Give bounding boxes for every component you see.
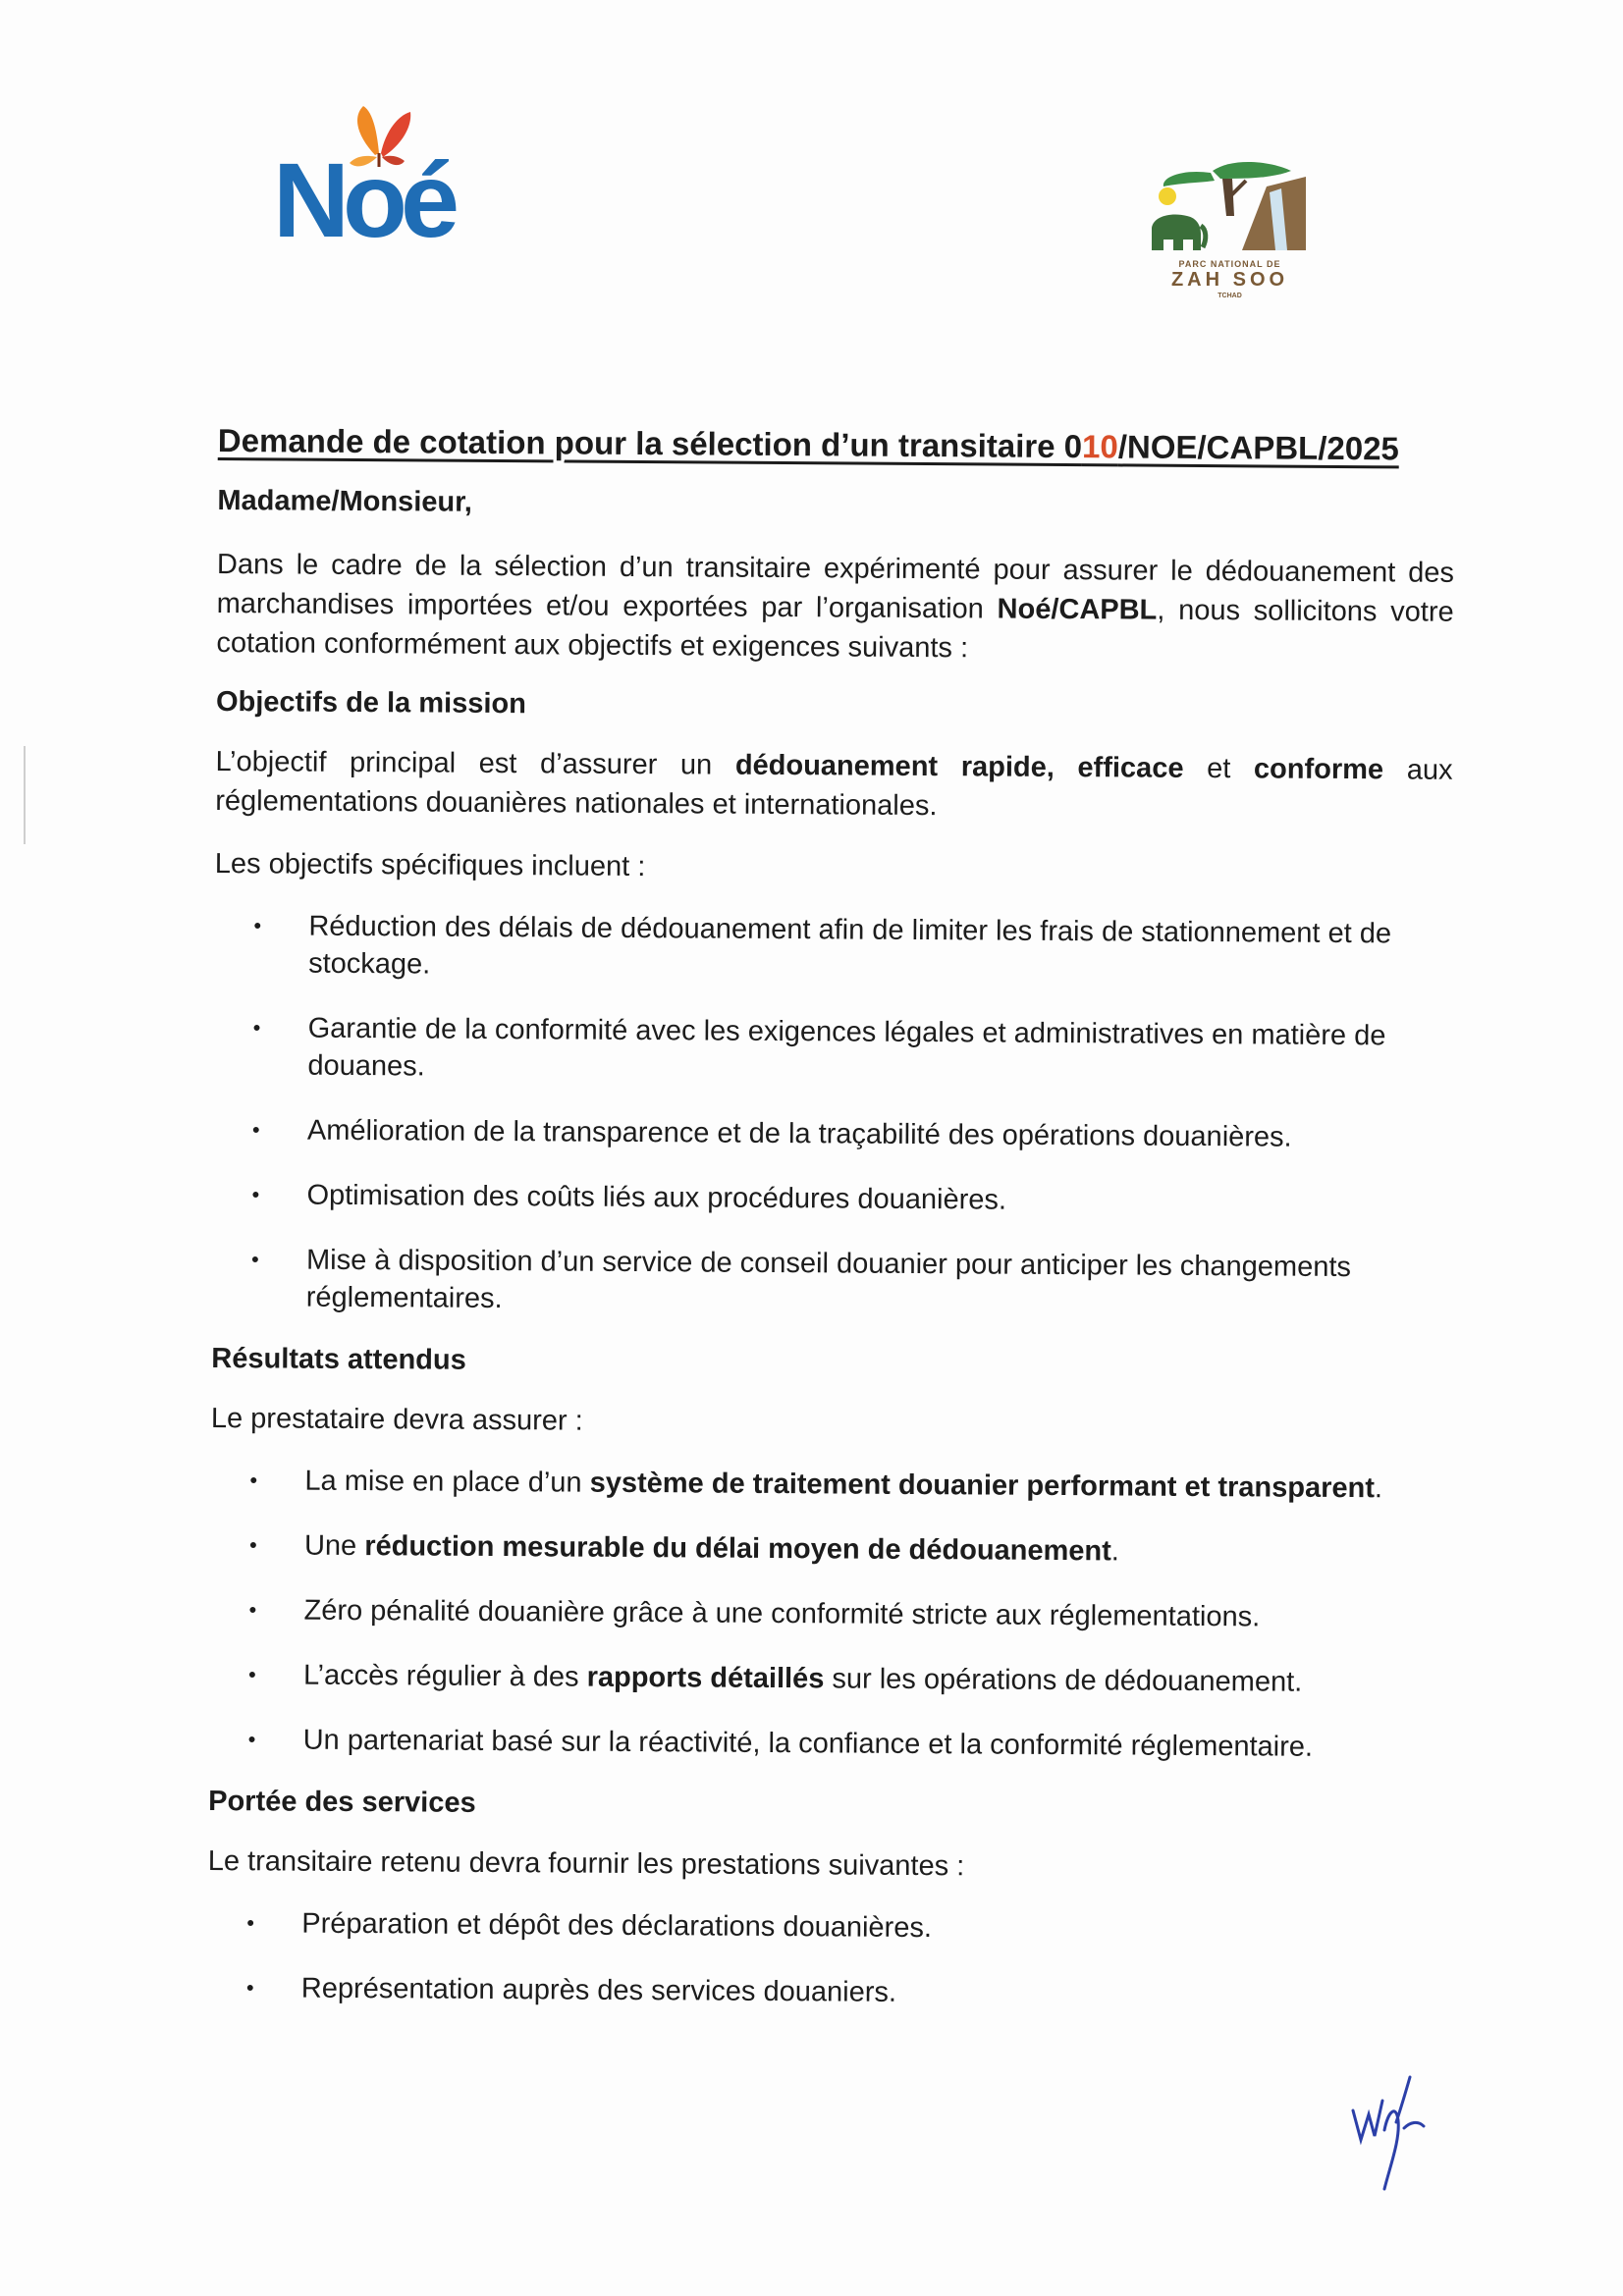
handwritten-signature-icon	[1345, 2071, 1434, 2199]
list-item-bold: réduction mesurable du délai moyen de dédouanement	[364, 1530, 1111, 1568]
portee-intro: Le transitaire retenu devra fournir les prestations suivantes :	[207, 1844, 965, 1883]
bullet-icon: •	[249, 1468, 258, 1493]
bullet-icon: •	[252, 1015, 261, 1041]
park-logo-line2: ZAH SOO	[1170, 269, 1289, 291]
list-item	[207, 1904, 1444, 1950]
list-item-bold: rapports détaillés	[586, 1661, 825, 1695]
zah-soo-park-logo	[1144, 157, 1316, 304]
list-item	[212, 1176, 1449, 1222]
noe-wordmark: Noé	[273, 140, 454, 259]
letter-body	[207, 422, 1455, 2043]
resultats-list	[208, 1462, 1447, 1767]
list-item	[210, 1462, 1447, 1508]
list-item-text: Un partenariat basé sur la réactivité, la confiance et la conformité réglementaire.	[302, 1724, 1314, 1763]
bullet-icon: •	[251, 1117, 260, 1143]
portee-list	[207, 1904, 1445, 2015]
list-item	[208, 1721, 1445, 1767]
list-item-text: Préparation et dépôt des déclarations douanières.	[301, 1907, 933, 1945]
noe-logo	[265, 98, 471, 265]
objectif-principal-paragraph	[215, 742, 1453, 829]
intro-text-2: , nous sollicitons votre cotation conformément aux objectifs et exigences suivants :	[216, 594, 1454, 665]
list-item-text: L’accès régulier à des	[302, 1659, 587, 1693]
list-item	[210, 1526, 1447, 1573]
objectif-bold-1: dédouanement rapide, efficace	[734, 749, 1184, 784]
scan-edge-mark	[24, 746, 26, 844]
list-item	[207, 1969, 1444, 2015]
title-prefix: Demande de cotation pour la sélection d’un transitaire 0	[217, 422, 1083, 465]
bullet-icon: •	[253, 913, 262, 938]
list-item	[214, 907, 1451, 990]
objectifs-specifiques-intro: Les objectifs spécifiques incluent :	[214, 847, 646, 883]
list-item-text: Représentation auprès des services douaniers.	[300, 1972, 897, 2008]
bullet-icon: •	[247, 1727, 256, 1752]
list-item-text: Mise à disposition d’un service de conseil douanier pour anticiper les changements réglementaires.	[305, 1244, 1352, 1315]
bullet-icon: •	[251, 1182, 260, 1207]
list-item-text: Amélioration de la transparence et de la traçabilité des opérations douanières.	[306, 1114, 1292, 1153]
park-logo-line1: PARC NATIONAL DE	[1178, 259, 1281, 269]
portee-heading: Portée des services	[208, 1785, 476, 1819]
list-item	[213, 1009, 1450, 1093]
list-item	[209, 1656, 1446, 1702]
salutation: Madame/Monsieur,	[217, 484, 473, 518]
bullet-icon: •	[245, 1975, 254, 2001]
list-item	[212, 1241, 1449, 1324]
bullet-icon: •	[248, 1662, 256, 1687]
objectifs-heading: Objectifs de la mission	[215, 685, 526, 721]
title-suffix: /NOE/CAPBL/2025	[1117, 428, 1399, 467]
objectif-text-mid: et	[1183, 752, 1255, 785]
list-item-text-end: .	[1374, 1472, 1383, 1505]
bullet-icon: •	[248, 1532, 257, 1558]
list-item-text: Garantie de la conformité avec les exigences légales et administratives en matière de douanes.	[307, 1012, 1386, 1083]
title-reference-highlight: 10	[1081, 428, 1118, 465]
list-item-text: Optimisation des coûts liés aux procédures douanières.	[306, 1179, 1007, 1216]
objectifs-list	[212, 907, 1452, 1324]
objectif-text-2: aux réglementations douanières nationales et internationales.	[215, 754, 1453, 823]
list-item-text: Une	[303, 1529, 365, 1563]
document-title	[218, 422, 1455, 468]
list-item	[209, 1591, 1446, 1637]
list-item-text-end: .	[1110, 1535, 1120, 1568]
list-item-text-end: sur les opérations de dédouanement.	[824, 1663, 1303, 1698]
resultats-heading: Résultats attendus	[211, 1342, 466, 1376]
organisation-name: Noé/CAPBL	[997, 593, 1158, 626]
bullet-icon: •	[248, 1597, 257, 1623]
list-item	[213, 1111, 1450, 1157]
park-logo-line3: TCHAD	[1217, 293, 1242, 299]
resultats-intro: Le prestataire devra assurer :	[210, 1402, 583, 1437]
list-item-text: La mise en place d’un	[304, 1465, 590, 1499]
intro-paragraph	[216, 545, 1454, 671]
list-item-text: Réduction des délais de dédouanement afin de limiter les frais de stationnement et de stockage.	[308, 910, 1392, 981]
bullet-icon: •	[246, 1910, 255, 1936]
bullet-icon: •	[250, 1247, 259, 1272]
objectif-bold-2: conforme	[1253, 753, 1384, 786]
list-item-text: Zéro pénalité douanière grâce à une conformité stricte aux réglementations.	[303, 1594, 1261, 1633]
list-item-bold: système de traitement douanier performant et transparent	[589, 1467, 1376, 1505]
intro-text-1: Dans le cadre de la sélection d’un transitaire expérimenté pour assurer le dédouanement des marchandises importées et/ou exportées par l’organisation	[216, 548, 1455, 625]
objectif-text-1: L’objectif principal est d’assurer un	[215, 745, 735, 781]
